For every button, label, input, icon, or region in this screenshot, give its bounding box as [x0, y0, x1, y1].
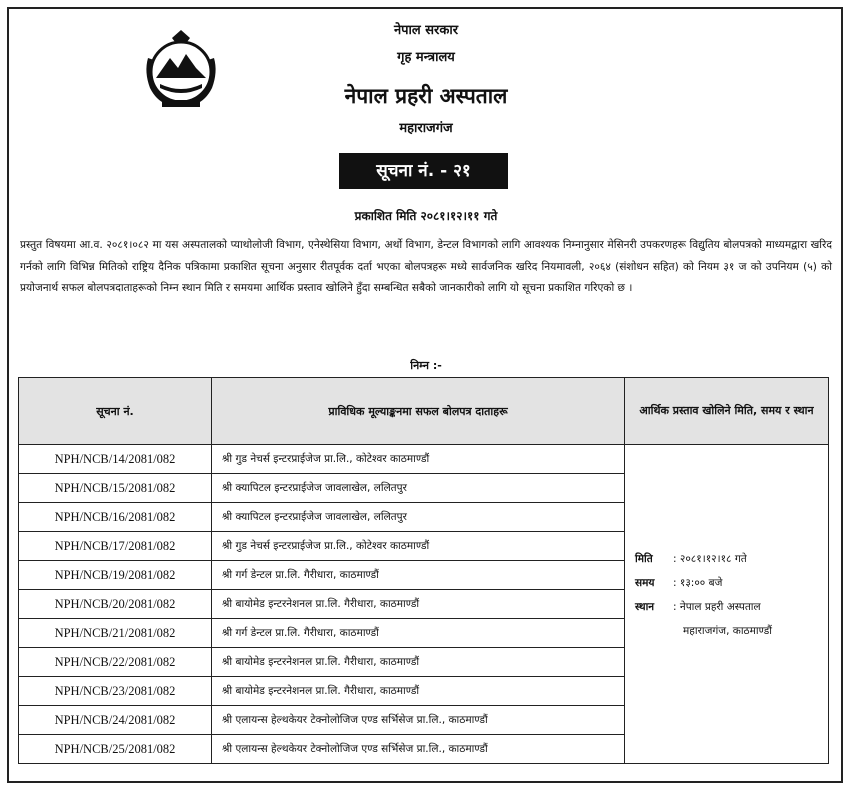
row-bidder: श्री क्यापिटल इन्टरप्राईजेज जावलाखेल, ललितपुर — [212, 503, 625, 532]
row-bidder: श्री बायोमेड इन्टरनेशनल प्रा.लि. गैरीधारा, काठमाण्डौं — [212, 590, 625, 619]
row-ref: NPH/NCB/14/2081/082 — [19, 445, 212, 474]
row-bidder: श्री बायोमेड इन्टरनेशनल प्रा.लि. गैरीधारा, काठमाण्डौं — [212, 677, 625, 706]
row-bidder: श्री एलायन्स हेल्थकेयर टेक्नोलोजिज एण्ड सर्भिसेज प्रा.लि., काठमाण्डौं — [212, 735, 625, 764]
row-ref: NPH/NCB/24/2081/082 — [19, 706, 212, 735]
table-header-row — [19, 378, 829, 445]
opening-date — [635, 547, 822, 571]
row-ref: NPH/NCB/25/2081/082 — [19, 735, 212, 764]
header-opening: आर्थिक प्रस्ताव खोलिने मिति, समय र स्थान — [625, 378, 829, 445]
published-date: प्रकाशित मिति २०८१।१२।११ गते — [354, 209, 498, 223]
row-bidder: श्री क्यापिटल इन्टरप्राईजेज जावलाखेल, ललितपुर — [212, 474, 625, 503]
place-value-line-2: महाराजगंज, काठमाण्डौं — [683, 625, 772, 637]
row-bidder: श्री बायोमेड इन्टरनेशनल प्रा.लि. गैरीधारा, काठमाण्डौं — [212, 648, 625, 677]
row-ref: NPH/NCB/19/2081/082 — [19, 561, 212, 590]
hospital-name: नेपाल प्रहरी अस्पताल — [344, 84, 508, 108]
row-ref: NPH/NCB/16/2081/082 — [19, 503, 212, 532]
place-label: स्थान — [635, 601, 655, 613]
bidders-table — [18, 377, 828, 764]
opening-place — [635, 595, 822, 619]
row-bidder: श्री एलायन्स हेल्थकेयर टेक्नोलोजिज एण्ड सर्भिसेज प्रा.लि., काठमाण्डौं — [212, 706, 625, 735]
row-ref: NPH/NCB/23/2081/082 — [19, 677, 212, 706]
table-row — [19, 445, 829, 474]
row-bidder: श्री गर्ग डेन्टल प्रा.लि. गैरीधारा, काठमाण्डौं — [212, 619, 625, 648]
hospital-location: महाराजगंज — [399, 121, 453, 136]
row-ref: NPH/NCB/20/2081/082 — [19, 590, 212, 619]
row-bidder: श्री गुड नेचर्स इन्टरप्राईजेज प्रा.लि., कोटेश्वर काठमाण्डौं — [212, 445, 625, 474]
date-value: : २०८१।१२।१८ गते — [673, 553, 747, 565]
row-bidder: श्री गुड नेचर्स इन्टरप्राईजेज प्रा.लि., कोटेश्वर काठमाण्डौं — [212, 532, 625, 561]
row-ref: NPH/NCB/21/2081/082 — [19, 619, 212, 648]
row-ref: NPH/NCB/15/2081/082 — [19, 474, 212, 503]
opening-time — [635, 571, 822, 595]
notice-number-badge: सूचना नं. - २१ — [339, 153, 508, 189]
time-label: समय — [635, 577, 655, 589]
place-value: : नेपाल प्रहरी अस्पताल — [673, 601, 761, 613]
opening-details — [625, 445, 829, 764]
below-label: निम्न :- — [410, 359, 442, 372]
ministry-name: गृह मन्त्रालय — [397, 50, 455, 65]
header-bidder: प्राविधिक मूल्याङ्कनमा सफल बोलपत्र दाताहरू — [212, 378, 625, 445]
row-bidder: श्री गर्ग डेन्टल प्रा.लि. गैरीधारा, काठमाण्डौं — [212, 561, 625, 590]
government-name: नेपाल सरकार — [393, 23, 459, 38]
header-ref: सूचना नं. — [19, 378, 212, 445]
row-ref: NPH/NCB/17/2081/082 — [19, 532, 212, 561]
row-ref: NPH/NCB/22/2081/082 — [19, 648, 212, 677]
body-paragraph: प्रस्तुत विषयमा आ.व. २०८१।०८२ मा यस अस्पतालको प्याथोलोजी विभाग, एनेस्थेसिया विभाग, अर्थो विभाग, डेन्टल विभागको लागि आवश्यक निम्नानुसार मेसिनरी उपकरणहरू विद्युतिय बोलपत्रको माध्यमद्वारा खरिद गर्नको लागि विभिन्न मितिको राष्ट्रिय दैनिक पत्रिकामा प्रकाशित सूचना अनुसार रीतपूर्वक दर्ता भएका बोलपत्रहरू मध्ये सार्वजनिक खरिद नियमावली, २०६४ (संशोधन सहित) को नियम ३१ ज को उपनियम (५) को प्रयोजनार्थ सफल बोलपत्रदाताहरूको निम्न स्थान मिति र समयमा आर्थिक प्रस्ताव खोलिने हुँदा सम्बन्धित सबैको जानकारीको लागि यो सूचना प्रकाशित गरिएको छ । — [20, 239, 832, 294]
time-value: : १३:०० बजे — [673, 577, 723, 589]
date-label: मिति — [635, 553, 653, 565]
